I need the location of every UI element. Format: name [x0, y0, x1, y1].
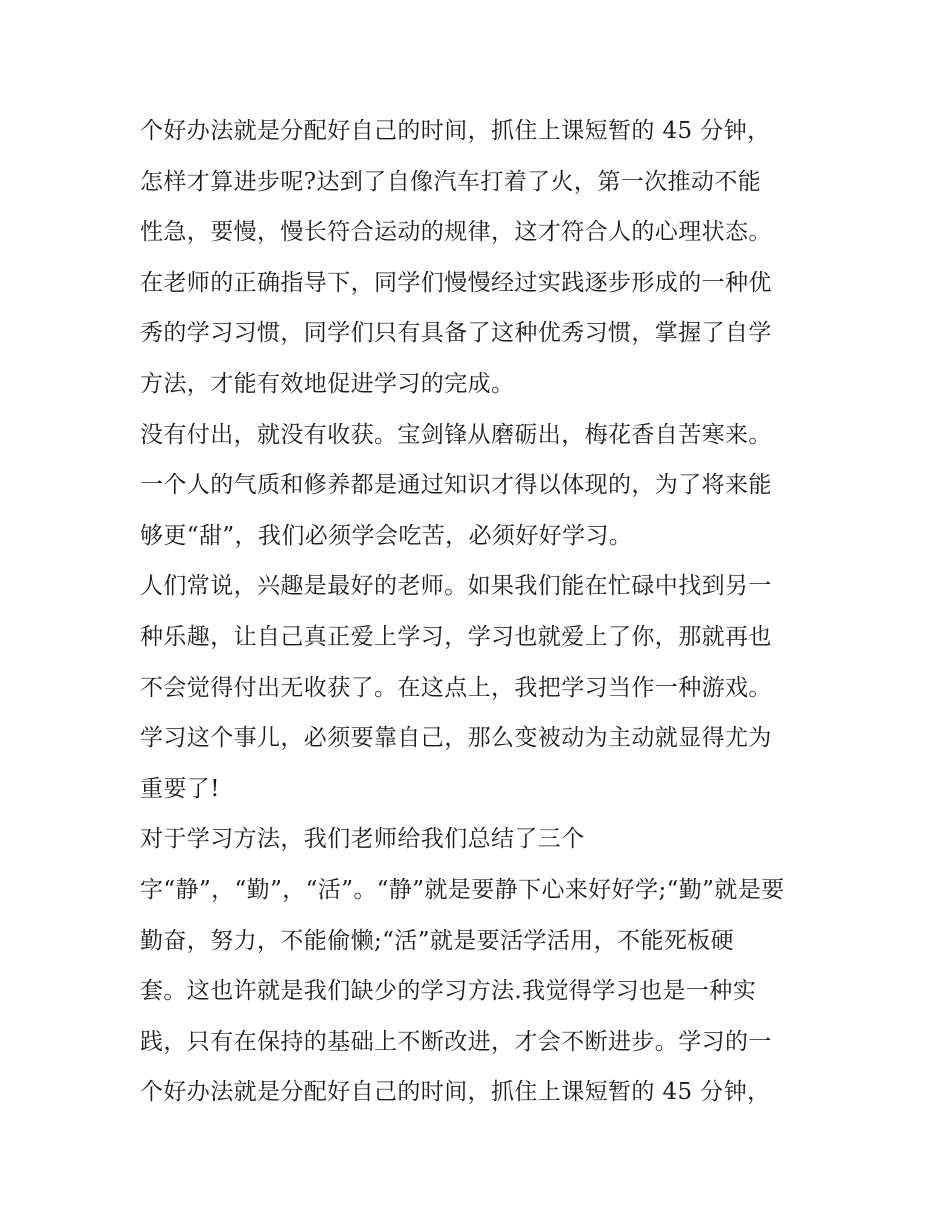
text-line: 性急，要慢，慢长符合运动的规律，这才符合人的心理状态。 [140, 219, 772, 246]
text-line: 对于学习方法，我们老师给我们总结了三个 [140, 826, 585, 853]
text-line: 学习这个事儿，必须要靠自己，那么变被动为主动就显得尤为 [140, 725, 772, 752]
text-line: 个好办法就是分配好自己的时间，抓住上课短暂的 45 分钟， [140, 118, 771, 144]
text-line: 种乐趣，让自己真正爱上学习，学习也就爱上了你，那就再也 [140, 623, 772, 650]
text-line: 不会觉得付出无收获了。在这点上，我把学习当作一种游戏。 [140, 674, 772, 701]
document-body [140, 106, 830, 1118]
text-line: 一个人的气质和修养都是通过知识才得以体现的，为了将来能 [140, 472, 772, 499]
text-line: 重要了! [140, 775, 220, 802]
text-line: 在老师的正确指导下，同学们慢慢经过实践逐步形成的一种优 [140, 269, 772, 296]
text-line: 套。这也许就是我们缺少的学习方法.我觉得学习也是一种实 [140, 978, 757, 1005]
text-line: 勤奋，努力，不能偷懒;“活”就是要活学活用，不能死板硬 [140, 927, 735, 954]
text-line: 秀的学习习惯，同学们只有具备了这种优秀习惯，掌握了自学 [140, 320, 772, 347]
text-line: 没有付出，就没有收获。宝剑锋从磨砺出，梅花香自苦寒来。 [140, 421, 772, 448]
text-line: 方法，才能有效地促进学习的完成。 [140, 370, 515, 397]
text-line: 怎样才算进步呢?达到了自像汽车打着了火，第一次推动不能 [140, 168, 762, 195]
text-line: 人们常说，兴趣是最好的老师。如果我们能在忙碌中找到另一 [140, 573, 772, 600]
text-line: 字“静”，“勤”，“活”。“静”就是要静下心来好好学;“勤”就是要 [140, 876, 785, 903]
text-line: 够更“甜”，我们必须学会吃苦，必须好好学习。 [140, 522, 633, 549]
text-line: 个好办法就是分配好自己的时间，抓住上课短暂的 45 分钟， [140, 1079, 771, 1106]
text-line: 践，只有在保持的基础上不断改进，才会不断进步。学习的一 [140, 1028, 772, 1055]
